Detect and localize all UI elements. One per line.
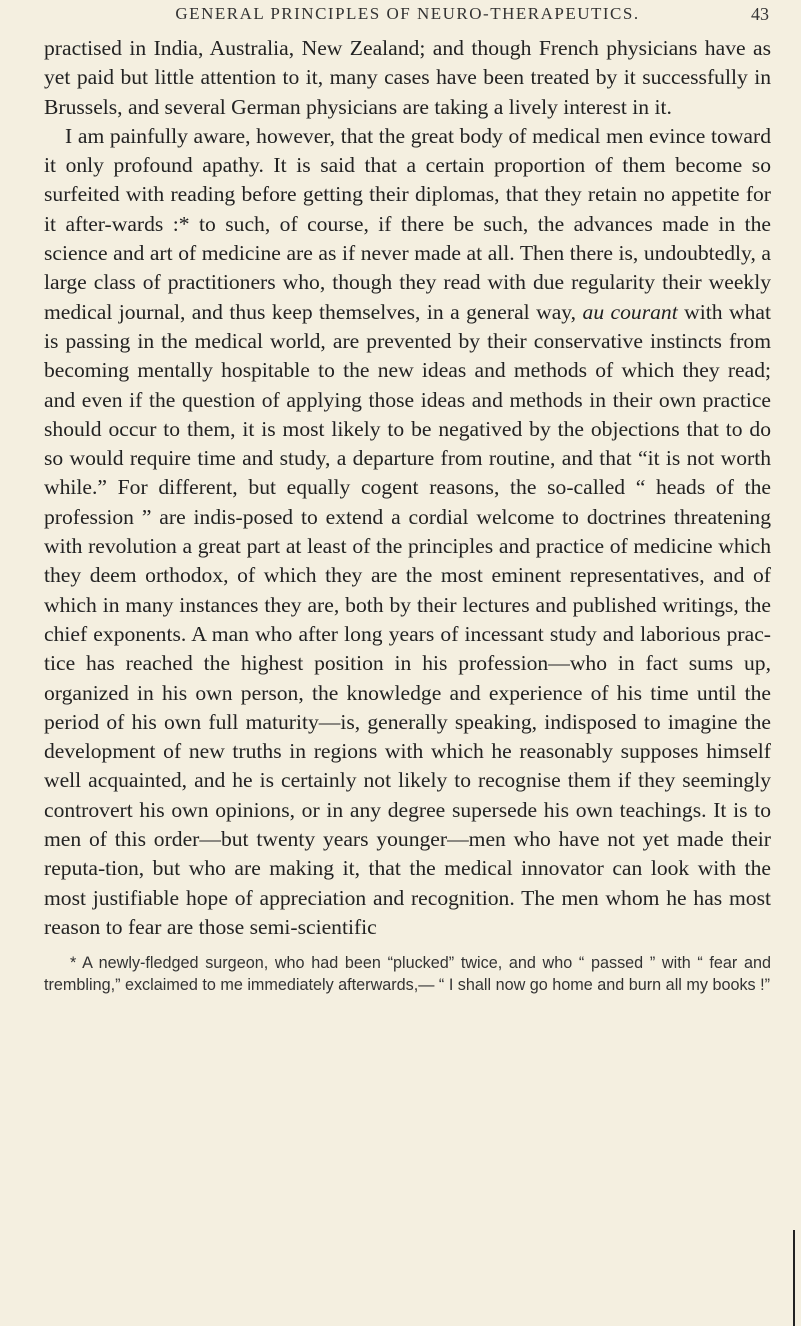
footnote: * A newly-fledged surgeon, who had been “plucked” twice, and who “ passed ” with “ fear and trembling,” exclaimed to me immediately afterwards,— “ I shall now go home and burn all my books !” [44,954,771,995]
running-title: GENERAL PRINCIPLES OF NEURO-THERAPEUTICS. [175,4,640,23]
page-number: 43 [751,4,769,24]
paragraph [44,122,771,942]
paragraph-continued [44,34,771,122]
italic-phrase: au courant [582,299,678,324]
body-text [44,34,771,942]
paragraph-text: with what is passing in the medical world, are prevented by their conservative instincts from becoming mentally hospitable to the new ideas and methods of which they read; and even if the question of applying those ideas and methods in their own practice should occur to them, it is most likely to be negatived by the objections that to do so would require time and study, a departure from routine, and that “it is not worth while.” For different, but equally cogent reasons, the so-called “ heads of the profession ” are indis-posed to extend a cordial welcome to doctrines threatening with revolution a great part at least of the principles and practice of medicine which they deem orthodox, of which they are the most eminent representatives, and of which in many instances they are, both by their lectures and published writings, the chief exponents. A man who after long years of incessant study and laborious prac-tice has reached the highest position in his profession—who in fact sums up, organized in his own person, the knowledge and experience of his time until the period of his own full maturity—is, generally speaking, indisposed to imagine the development of new truths in regions with which he reasonably supposes himself well acquainted, and he is certainly not likely to recognise them if they seemingly controvert his own opinions, or in any degree supersede his own teachings. It is to men of this order—but twenty years younger—men who have not yet made their reputa-tion, but who are making it, that the medical innovator can look with the most justifiable hope of appreciation and recognition. The men whom he has most reason to fear are those semi-scientific [44,299,771,939]
running-head [44,0,771,30]
paragraph-text: I am painfully aware, however, that the great body of medical men evince toward it only profound apathy. It is said that a certain proportion of them become so surfeited with reading before getting their diplomas, that they retain no appetite for it after-wards :* to such, of course, if there be such, the advances made in the science and art of medicine are as if never made at all. Then there is, undoubtedly, a large class of practitioners who, though they read with due regularity their weekly medical journal, and thus keep themselves, in a general way, [44,123,771,324]
page-edge-rule [793,1230,795,1326]
paragraph-text: practised in India, Australia, New Zealand; and though French physicians have as yet paid but little attention to it, many cases have been treated by it successfully in Brussels, and several German physicians are taking a lively interest in it. [44,36,771,119]
